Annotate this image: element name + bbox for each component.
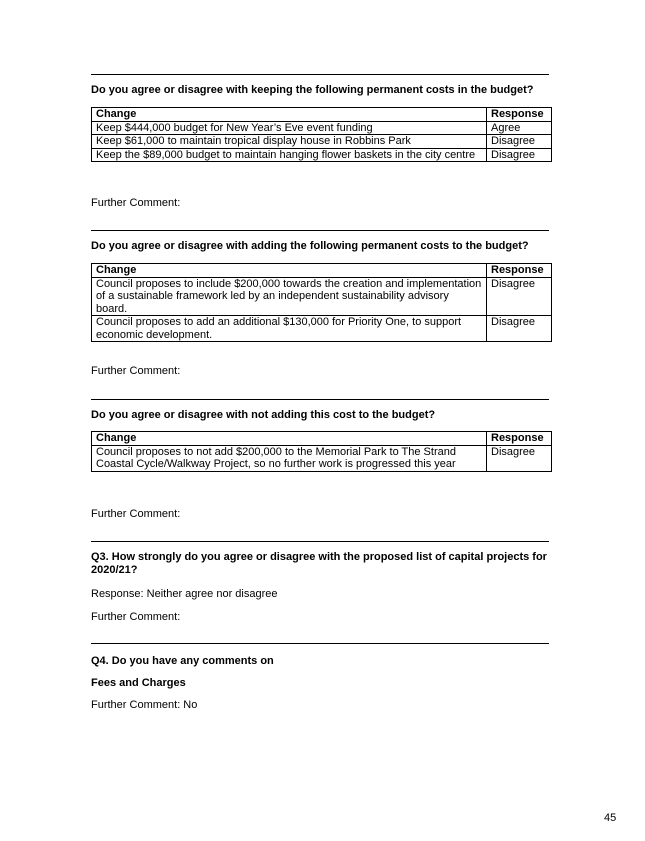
table-row xyxy=(92,148,552,162)
q4-further-comment: Further Comment: No xyxy=(91,699,198,711)
divider xyxy=(91,643,549,644)
q3-further-comment: Further Comment: xyxy=(91,611,181,623)
change-cell: Keep $444,000 budget for New Year’s Eve event funding xyxy=(92,121,487,135)
divider xyxy=(91,74,549,75)
question-not-adding-cost: Do you agree or disagree with not adding this cost to the budget? xyxy=(91,409,436,421)
change-header: Change xyxy=(92,108,487,122)
change-header: Change xyxy=(92,264,487,278)
table-header-row xyxy=(92,108,552,122)
change-header: Change xyxy=(92,432,487,446)
table-header-row xyxy=(92,264,552,278)
table-row xyxy=(92,121,552,135)
response-cell: Disagree xyxy=(487,148,552,162)
table-row xyxy=(92,277,552,316)
response-cell: Disagree xyxy=(487,445,552,471)
page-number: 45 xyxy=(604,812,617,824)
divider xyxy=(91,541,549,542)
question-add-costs: Do you agree or disagree with adding the following permanent costs to the budget? xyxy=(91,240,529,252)
keep-costs-table xyxy=(91,107,552,162)
divider xyxy=(91,230,549,231)
further-comment-label: Further Comment: xyxy=(91,197,181,209)
table-row xyxy=(92,316,552,342)
add-costs-table xyxy=(91,263,552,342)
q3-response: Response: Neither agree nor disagree xyxy=(91,588,278,600)
response-cell: Agree xyxy=(487,121,552,135)
response-cell: Disagree xyxy=(487,135,552,149)
response-header: Response xyxy=(487,264,552,278)
table-row xyxy=(92,445,552,471)
not-adding-cost-table xyxy=(91,431,552,472)
change-cell: Council proposes to include $200,000 towards the creation and implementation of a sustainable framework led by an independent sustainability advisory board. xyxy=(92,277,487,316)
q4-subheading: Fees and Charges xyxy=(91,677,186,689)
change-cell: Council proposes to add an additional $130,000 for Priority One, to support economic development. xyxy=(92,316,487,342)
table-row xyxy=(92,135,552,149)
response-cell: Disagree xyxy=(487,316,552,342)
further-comment-label: Further Comment: xyxy=(91,508,181,520)
change-cell: Keep the $89,000 budget to maintain hanging flower baskets in the city centre xyxy=(92,148,487,162)
question-keep-costs: Do you agree or disagree with keeping the following permanent costs in the budget? xyxy=(91,84,534,96)
change-cell: Keep $61,000 to maintain tropical display house in Robbins Park xyxy=(92,135,487,149)
table-header-row xyxy=(92,432,552,446)
q3-question: Q3. How strongly do you agree or disagree with the proposed list of capital projects for 2020/21? xyxy=(91,551,547,576)
further-comment-label: Further Comment: xyxy=(91,365,181,377)
response-header: Response xyxy=(487,108,552,122)
response-cell: Disagree xyxy=(487,277,552,316)
divider xyxy=(91,399,549,400)
change-cell: Council proposes to not add $200,000 to the Memorial Park to The Strand Coastal Cycle/Walkway Project, so no further work is progressed this year xyxy=(92,445,487,471)
response-header: Response xyxy=(487,432,552,446)
q4-question: Q4. Do you have any comments on xyxy=(91,655,274,667)
